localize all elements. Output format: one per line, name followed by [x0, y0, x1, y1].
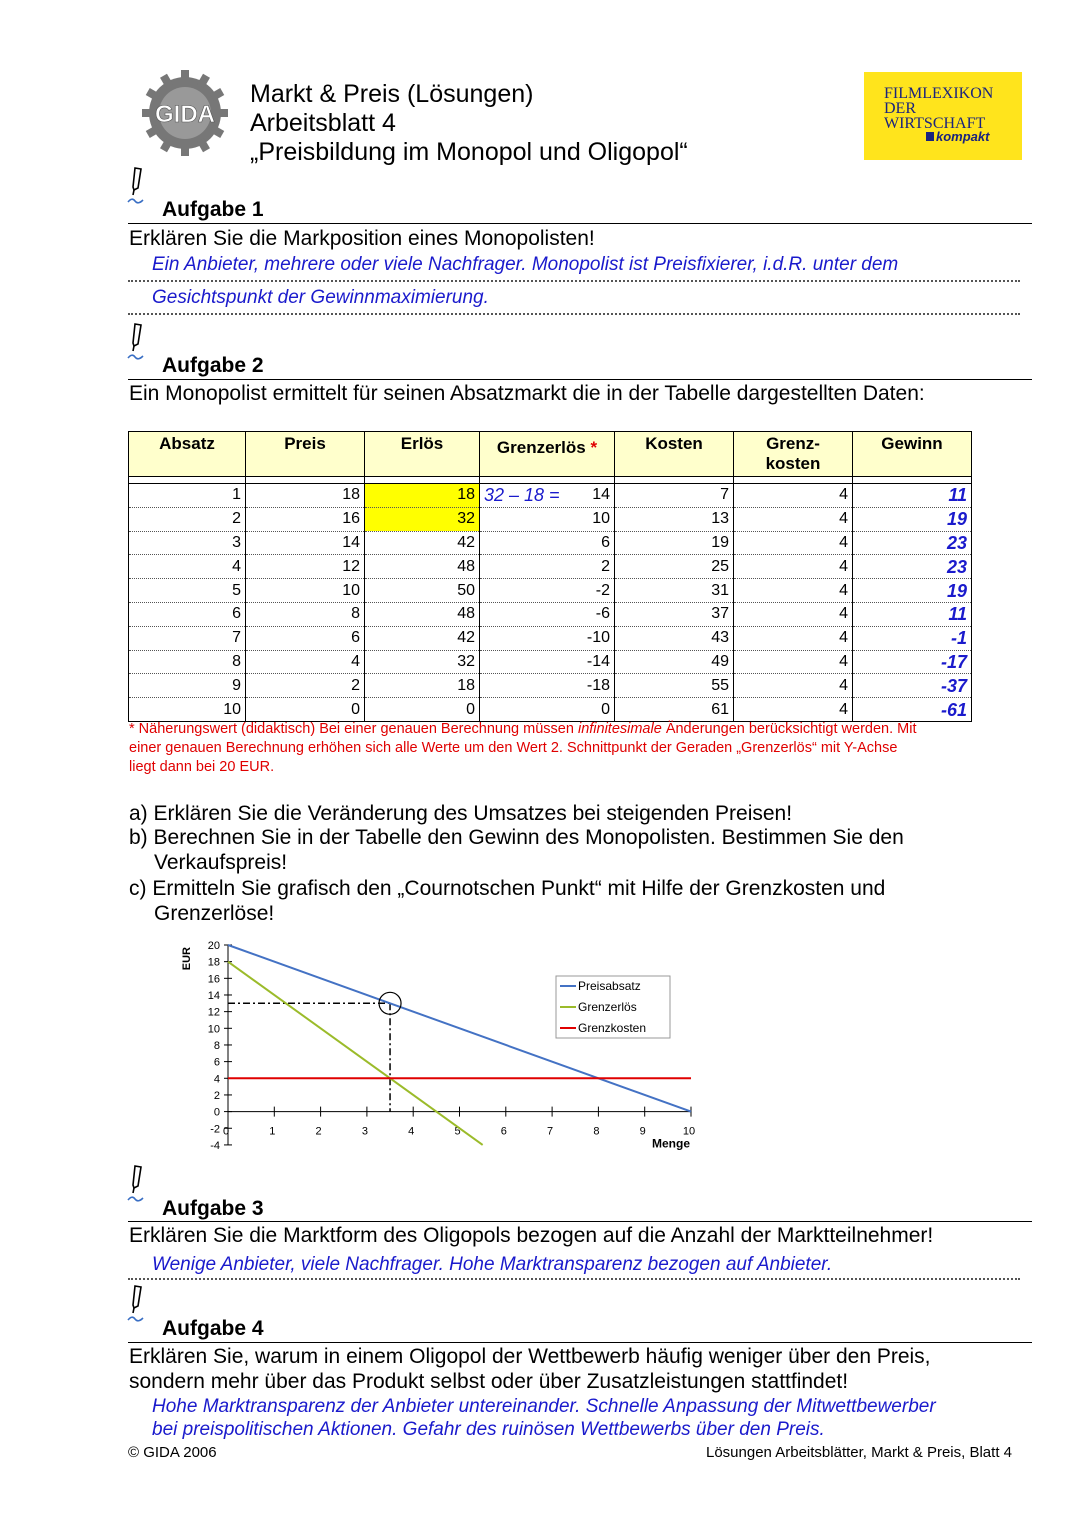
table-cell: 10	[129, 698, 246, 722]
table-cell: 2	[480, 555, 615, 579]
task4-question-line2: sondern mehr über das Produkt selbst oder über Zusatzleistungen stattfindet!	[129, 1370, 849, 1393]
table-cell: 0	[480, 698, 615, 722]
task3-question: Erklären Sie die Marktform des Oligopols bezogen auf die Anzahl der Marktteilnehmer!	[129, 1224, 934, 1247]
y-tick-label: 6	[213, 1056, 220, 1069]
gida-logo	[140, 68, 230, 158]
task3-rule	[128, 1221, 1032, 1222]
x-tick-label: 3	[361, 1125, 368, 1138]
task4-answer-line2: bei preispolitischen Aktionen. Gefahr des ruinösen Wettbewerbs über den Preis.	[152, 1419, 825, 1440]
table-cell: -17	[853, 650, 972, 674]
cournot-chart	[170, 932, 710, 1154]
page-title-line2: Arbeitsblatt 4	[250, 109, 396, 137]
x-tick-label: 0	[222, 1125, 230, 1138]
answer-dotted-line	[128, 280, 1020, 282]
note-part3: Änderungen berücksichtigt werden. Mit	[661, 721, 917, 737]
pen-icon	[126, 1164, 148, 1204]
y-tick-label: 10	[207, 1023, 220, 1036]
task2-rule	[128, 379, 1032, 380]
y-tick-label: 16	[207, 973, 220, 986]
table-cell: -10	[480, 626, 615, 650]
col-gewinn: Gewinn	[853, 432, 972, 477]
table-cell: 8	[246, 602, 365, 626]
answer-dotted-line	[128, 1278, 1020, 1280]
task1-title: Aufgabe 1	[162, 198, 264, 221]
table-cell: 7	[129, 626, 246, 650]
table-cell: 42	[365, 531, 480, 555]
table-cell: 4	[734, 579, 853, 603]
note-part1: * Näherungswert (didaktisch) Bei einer genauen Berechnung müssen	[129, 721, 578, 737]
table-note-line1	[129, 720, 917, 739]
table-cell: 10	[480, 507, 615, 531]
table-cell: 4	[734, 674, 853, 698]
table-cell: 4	[734, 484, 853, 508]
table-cell: -37	[853, 674, 972, 698]
task4-question-line1: Erklären Sie, warum in einem Oligopol der Wettbewerb häufig weniger über den Preis,	[129, 1345, 931, 1368]
table-cell: 5	[129, 579, 246, 603]
legend-label: Grenzkosten	[578, 1021, 647, 1035]
x-tick-label: 4	[408, 1125, 415, 1138]
col-erloes: Erlös	[365, 432, 480, 477]
table-cell: -61	[853, 698, 972, 722]
task4-rule	[128, 1342, 1032, 1343]
table-cell: 3	[129, 531, 246, 555]
table-cell: -14	[480, 650, 615, 674]
table-row	[129, 484, 972, 508]
pen-icon	[126, 166, 148, 206]
col-kosten: Kosten	[615, 432, 734, 477]
y-tick-label: 0	[213, 1106, 220, 1119]
table-row	[129, 555, 972, 579]
table-cell: 9	[129, 674, 246, 698]
grenzerloes-calc: 32 – 18 =	[484, 485, 560, 506]
task2-question: Ein Monopolist ermittelt für seinen Absatzmarkt die in der Tabelle dargestellten Daten:	[129, 382, 925, 405]
x-tick-label: 10	[682, 1125, 696, 1138]
table-cell: 2	[129, 507, 246, 531]
table-cell: 18	[365, 484, 480, 508]
table-cell: -2	[480, 579, 615, 603]
table-cell: 12	[246, 555, 365, 579]
table-cell: 4	[734, 602, 853, 626]
table-cell: 25	[615, 555, 734, 579]
table-cell: 18	[365, 674, 480, 698]
table-cell: 4	[734, 531, 853, 555]
x-tick-label: 5	[454, 1125, 461, 1138]
task4-answer-line1: Hohe Marktransparenz der Anbieter untereinander. Schnelle Anpassung der Mitwettbewerber	[152, 1396, 936, 1417]
table-row	[129, 507, 972, 531]
question-c-line2: Grenzerlöse!	[154, 902, 275, 925]
table-cell: 6	[480, 531, 615, 555]
y-tick-label: 4	[213, 1073, 220, 1086]
table-cell: 48	[365, 602, 480, 626]
table-cell: 32	[365, 507, 480, 531]
table-cell: 4	[129, 555, 246, 579]
col-grenzkosten	[734, 432, 853, 477]
table-cell: 61	[615, 698, 734, 722]
y-tick-label: 2	[213, 1089, 220, 1102]
table-cell: 11	[853, 484, 972, 508]
table-cell: 19	[853, 579, 972, 603]
x-tick-label: 9	[639, 1125, 646, 1138]
table-cell: 19	[853, 507, 972, 531]
table-cell: 18	[246, 484, 365, 508]
table-note-line3: liegt dann bei 20 EUR.	[129, 759, 275, 775]
table-header-row	[129, 432, 972, 477]
col-grenzkosten-line2: kosten	[765, 454, 821, 473]
table-row	[129, 602, 972, 626]
y-tick-label: -2	[210, 1123, 220, 1136]
table-row	[129, 626, 972, 650]
x-tick-label: 6	[500, 1125, 507, 1138]
series-line-2	[228, 962, 483, 1145]
table-cell: 37	[615, 602, 734, 626]
task2-title: Aufgabe 2	[162, 354, 264, 377]
task1-rule	[128, 223, 1032, 224]
question-b-line1: b) Berechnen Sie in der Tabelle den Gewinn des Monopolisten. Bestimmen Sie den	[129, 826, 904, 849]
table-cell: 42	[365, 626, 480, 650]
x-tick-label: 1	[269, 1125, 276, 1138]
monopol-data-table	[128, 431, 972, 722]
task1-question: Erklären Sie die Markposition eines Monopolisten!	[129, 227, 595, 250]
y-tick-label: 18	[207, 956, 220, 969]
task1-answer-line2: Gesichtspunkt der Gewinnmaximierung.	[152, 287, 489, 308]
question-b-line2: Verkaufspreis!	[154, 851, 288, 874]
table-cell: 4	[734, 626, 853, 650]
table-cell: 0	[365, 698, 480, 722]
table-row	[129, 650, 972, 674]
table-cell: 0	[246, 698, 365, 722]
task3-title: Aufgabe 3	[162, 1197, 264, 1220]
table-cell: 4	[734, 698, 853, 722]
task1-answer-line1: Ein Anbieter, mehrere oder viele Nachfrager. Monopolist ist Preisfixierer, i.d.R. unter dem	[152, 254, 899, 275]
table-row	[129, 674, 972, 698]
brand-square-icon	[926, 132, 934, 141]
page-title-line3: „Preisbildung im Monopol und Oligopol“	[250, 138, 688, 166]
asterisk: *	[590, 438, 598, 457]
table-cell: 49	[615, 650, 734, 674]
y-tick-label: -4	[210, 1139, 220, 1152]
table-cell: -1	[853, 626, 972, 650]
filmlexikon-logo	[864, 72, 1022, 160]
task3-answer: Wenige Anbieter, viele Nachfrager. Hohe Marktransparenz bezogen auf Anbieter.	[152, 1254, 833, 1275]
table-cell: 31	[615, 579, 734, 603]
table-cell: 10	[246, 579, 365, 603]
table-cell: 7	[615, 484, 734, 508]
pen-icon	[126, 1284, 148, 1324]
col-grenzkosten-line1: Grenz-	[766, 434, 820, 453]
table-cell: 14	[246, 531, 365, 555]
table-cell: -6	[480, 602, 615, 626]
table-note-line2: einer genauen Berechnung erhöhen sich alle Werte um den Wert 2. Schnittpunkt der Geraden „Grenzerlös“ mit Y-Achse	[129, 740, 898, 756]
gida-logo-text: GIDA	[155, 101, 215, 128]
table-cell: 4	[246, 650, 365, 674]
table-cell: 55	[615, 674, 734, 698]
table-spacer-row	[129, 477, 972, 484]
table-cell: 11	[853, 602, 972, 626]
y-tick-label: 20	[207, 940, 220, 952]
note-part2: infinitesimale	[577, 721, 662, 737]
table-cell: 4	[734, 507, 853, 531]
x-tick-label: 7	[547, 1125, 554, 1138]
legend-label: Preisabsatz	[578, 979, 641, 993]
x-tick-label: 8	[593, 1125, 600, 1138]
table-cell: 48	[365, 555, 480, 579]
table-cell	[480, 484, 615, 508]
question-a: a) Erklären Sie die Veränderung des Umsatzes bei steigenden Preisen!	[129, 802, 793, 825]
col-grenzerloes-label: Grenzerlös	[496, 438, 586, 457]
legend-label: Grenzerlös	[578, 1000, 637, 1014]
table-cell: 8	[129, 650, 246, 674]
table-cell: 16	[246, 507, 365, 531]
table-row	[129, 531, 972, 555]
table-cell-value: 14	[592, 486, 610, 504]
table-row	[129, 579, 972, 603]
y-tick-label: 14	[207, 989, 220, 1002]
table-cell: 32	[365, 650, 480, 674]
page-title-line1: Markt & Preis (Lösungen)	[250, 80, 534, 108]
table-cell: 1	[129, 484, 246, 508]
table-cell: -18	[480, 674, 615, 698]
table-cell: 13	[615, 507, 734, 531]
table-cell: 4	[734, 555, 853, 579]
brand-line4: kompakt	[936, 129, 990, 144]
table-cell: 6	[129, 602, 246, 626]
table-cell: 19	[615, 531, 734, 555]
table-cell: 23	[853, 555, 972, 579]
brand-line2: DER	[884, 100, 916, 117]
table-cell: 50	[365, 579, 480, 603]
question-c-line1: c) Ermitteln Sie grafisch den „Cournotschen Punkt“ mit Hilfe der Grenzkosten und	[129, 877, 886, 900]
footer-sheet-info: Lösungen Arbeitsblätter, Markt & Preis, Blatt 4	[706, 1444, 1012, 1461]
table-cell: 4	[734, 650, 853, 674]
table-cell: 23	[853, 531, 972, 555]
col-grenzerloes	[480, 432, 615, 477]
x-tick-label: 2	[315, 1125, 322, 1138]
col-preis: Preis	[246, 432, 365, 477]
table-cell: 43	[615, 626, 734, 650]
table-row	[129, 698, 972, 722]
table-cell: 2	[246, 674, 365, 698]
brand-line3: WIRTSCHAFT	[884, 115, 986, 132]
table-body	[129, 484, 972, 722]
chart-ylabel: EUR	[181, 947, 193, 971]
task4-title: Aufgabe 4	[162, 1317, 264, 1340]
answer-dotted-line	[128, 313, 1020, 315]
brand-line1: FILMLEXIKON	[884, 85, 994, 102]
footer-copyright: © GIDA 2006	[128, 1444, 217, 1461]
col-absatz: Absatz	[129, 432, 246, 477]
chart-xlabel: Menge	[651, 1136, 691, 1151]
y-tick-label: 8	[213, 1039, 220, 1052]
table-cell: 6	[246, 626, 365, 650]
y-tick-label: 12	[207, 1006, 220, 1019]
pen-icon	[126, 322, 148, 362]
